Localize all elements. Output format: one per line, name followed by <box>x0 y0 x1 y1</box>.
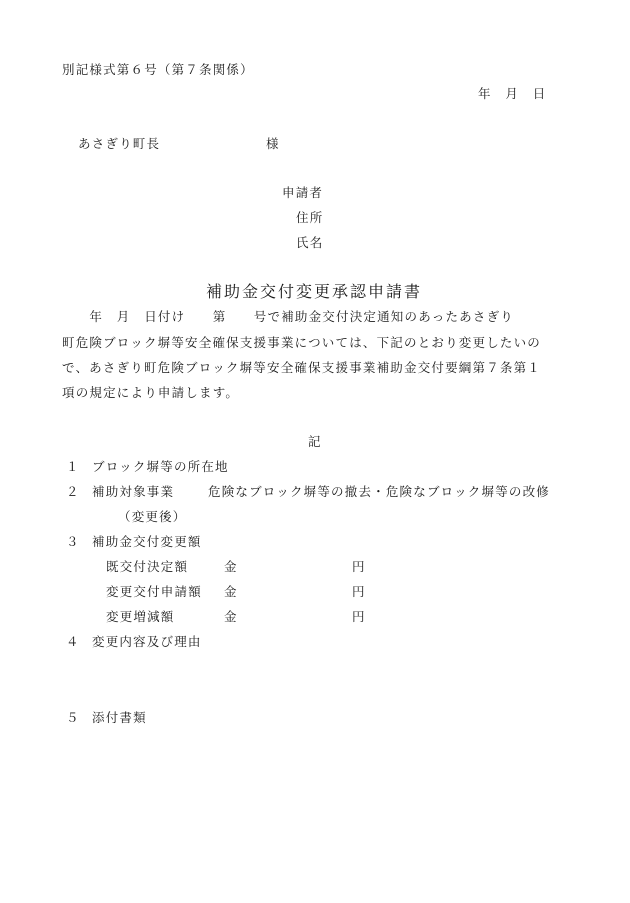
addressee-name: あさぎり町長 <box>78 136 161 151</box>
applicant-name-label: 氏名 <box>296 235 324 250</box>
change-difference-amount-unit: 円 <box>352 609 366 624</box>
form-label: 別記様式第６号（第７条関係） <box>62 62 254 77</box>
applicant-address-label: 住所 <box>296 210 324 225</box>
body-line-4: 項の規定により申請します。 <box>62 385 240 400</box>
item-3-number: ３ <box>66 534 80 549</box>
item-5-label: 添付書類 <box>92 710 147 725</box>
body-line-2: 町危険ブロック塀等安全確保支援事業については、下記のとおり変更したいの <box>62 335 542 350</box>
item-2-label: 補助対象事業 <box>92 484 175 499</box>
existing-decision-amount-currency: 金 <box>224 559 238 574</box>
item-3-label: 補助金交付変更額 <box>92 534 202 549</box>
item-5-number: ５ <box>66 710 80 725</box>
item-4-label: 変更内容及び理由 <box>92 634 202 649</box>
item-2-number: ２ <box>66 484 80 499</box>
date-line: 年 月 日 <box>478 86 547 101</box>
item-1-number: １ <box>66 459 80 474</box>
change-difference-amount-currency: 金 <box>224 609 238 624</box>
item-2-note: （変更後） <box>118 509 187 524</box>
item-2-value: 危険なブロック塀等の撤去・危険なブロック塀等の改修 <box>208 484 551 499</box>
item-1-label: ブロック塀等の所在地 <box>92 459 229 474</box>
addressee-honorific: 様 <box>266 136 280 151</box>
applicant-label: 申請者 <box>282 185 324 200</box>
existing-decision-amount-label: 既交付決定額 <box>106 559 189 574</box>
change-difference-amount-label: 変更増減額 <box>106 609 175 624</box>
change-application-amount-currency: 金 <box>224 584 238 599</box>
change-application-amount-label: 変更交付申請額 <box>106 584 202 599</box>
ki-heading: 記 <box>308 434 322 449</box>
item-4-number: ４ <box>66 634 80 649</box>
document-title: 補助金交付変更承認申請書 <box>206 282 423 301</box>
change-application-amount-unit: 円 <box>352 584 366 599</box>
body-line-3: で、あさぎり町危険ブロック塀等安全確保支援事業補助金交付要綱第７条第１ <box>62 360 542 375</box>
body-line-1: 年 月 日付け 第 号で補助金交付決定通知のあったあさぎり <box>62 309 514 324</box>
existing-decision-amount-unit: 円 <box>352 559 366 574</box>
